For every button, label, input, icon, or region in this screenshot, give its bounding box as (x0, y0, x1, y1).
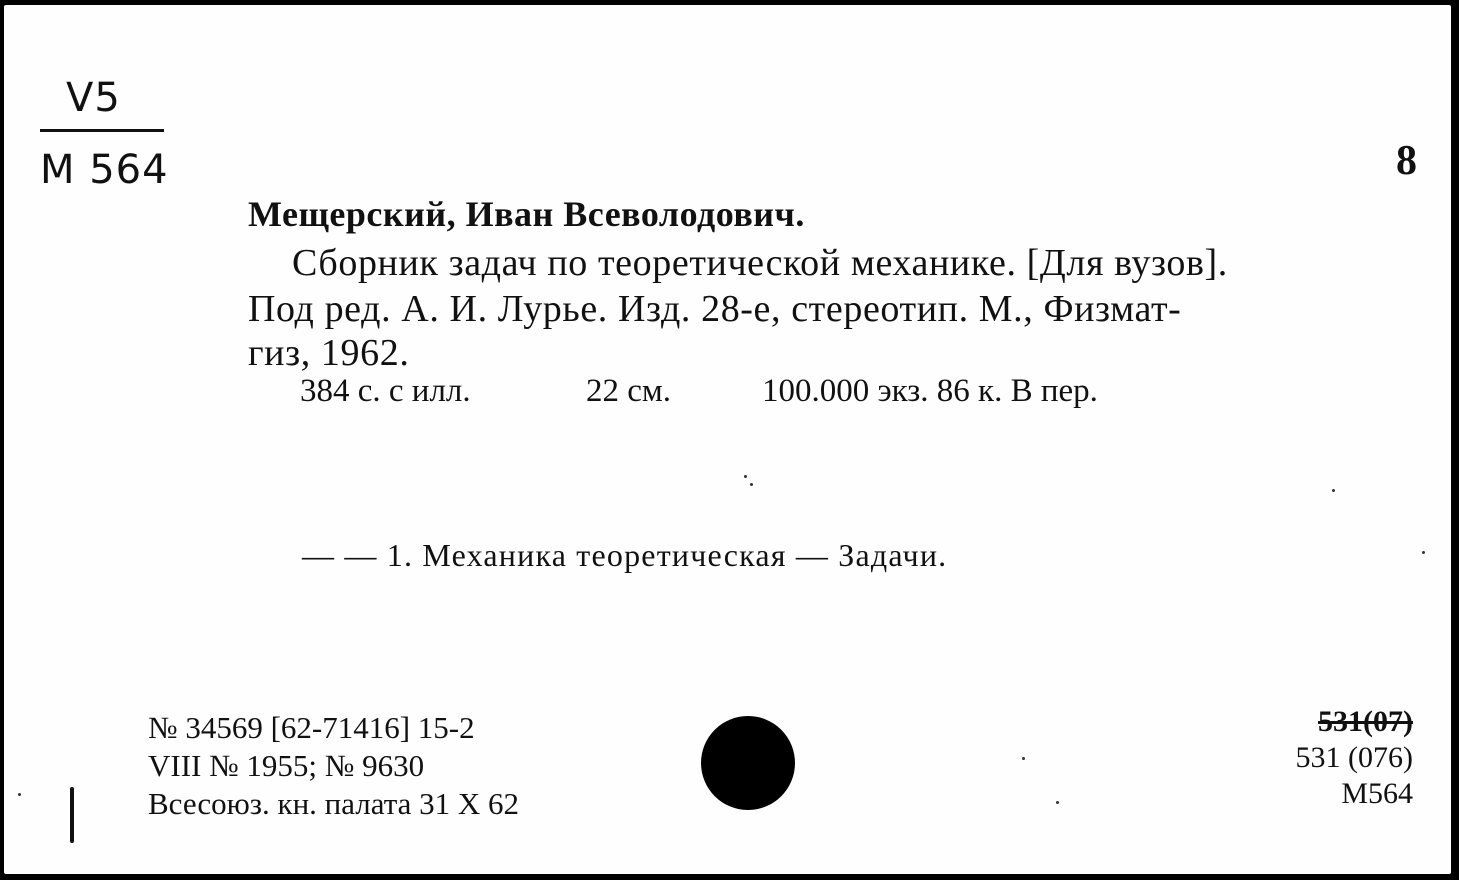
subject-heading: — — 1. Механика теоретическая — Задачи. (302, 537, 948, 573)
punch-hole (701, 716, 795, 810)
registry-line-1: № 34569 [62-71416] 15-2 (148, 710, 475, 745)
catalog-card (4, 5, 1451, 874)
collation-size: 22 см. (586, 373, 672, 409)
registry-line-2: VIII № 1955; № 9630 (148, 748, 425, 783)
speck (1422, 551, 1425, 554)
pencil-mark (70, 787, 74, 843)
registry-line-3: Всесоюз. кн. палата 31 X 62 (148, 786, 520, 821)
speck (1332, 489, 1335, 492)
speck (744, 475, 747, 478)
speck (750, 483, 753, 486)
shelfmark-cutter: M 564 (40, 147, 169, 193)
title-line-2: Под ред. А. И. Лурье. Изд. 28-е, стереотип. М., Физмат- (248, 288, 1182, 330)
collation-copies-price: 100.000 экз. 86 к. В пер. (762, 373, 1098, 409)
shelfmark-class: V5 (66, 75, 121, 121)
classification-old: 531(07) (1318, 705, 1413, 738)
speck (1056, 801, 1059, 804)
classification-cutter: M564 (1341, 777, 1413, 810)
classification-current: 531 (076) (1295, 741, 1413, 774)
title-line-3: гиз, 1962. (248, 332, 410, 374)
collation-pages: 384 с. с илл. (300, 373, 471, 409)
speck (18, 793, 21, 796)
author-heading: Мещерский, Иван Всеволодович. (248, 194, 805, 234)
shelfmark-divider (40, 129, 164, 132)
title-line-1: Сборник задач по теоретической механике. [Для вузов]. (292, 242, 1228, 284)
card-number: 8 (1396, 138, 1417, 184)
speck (1022, 757, 1025, 760)
